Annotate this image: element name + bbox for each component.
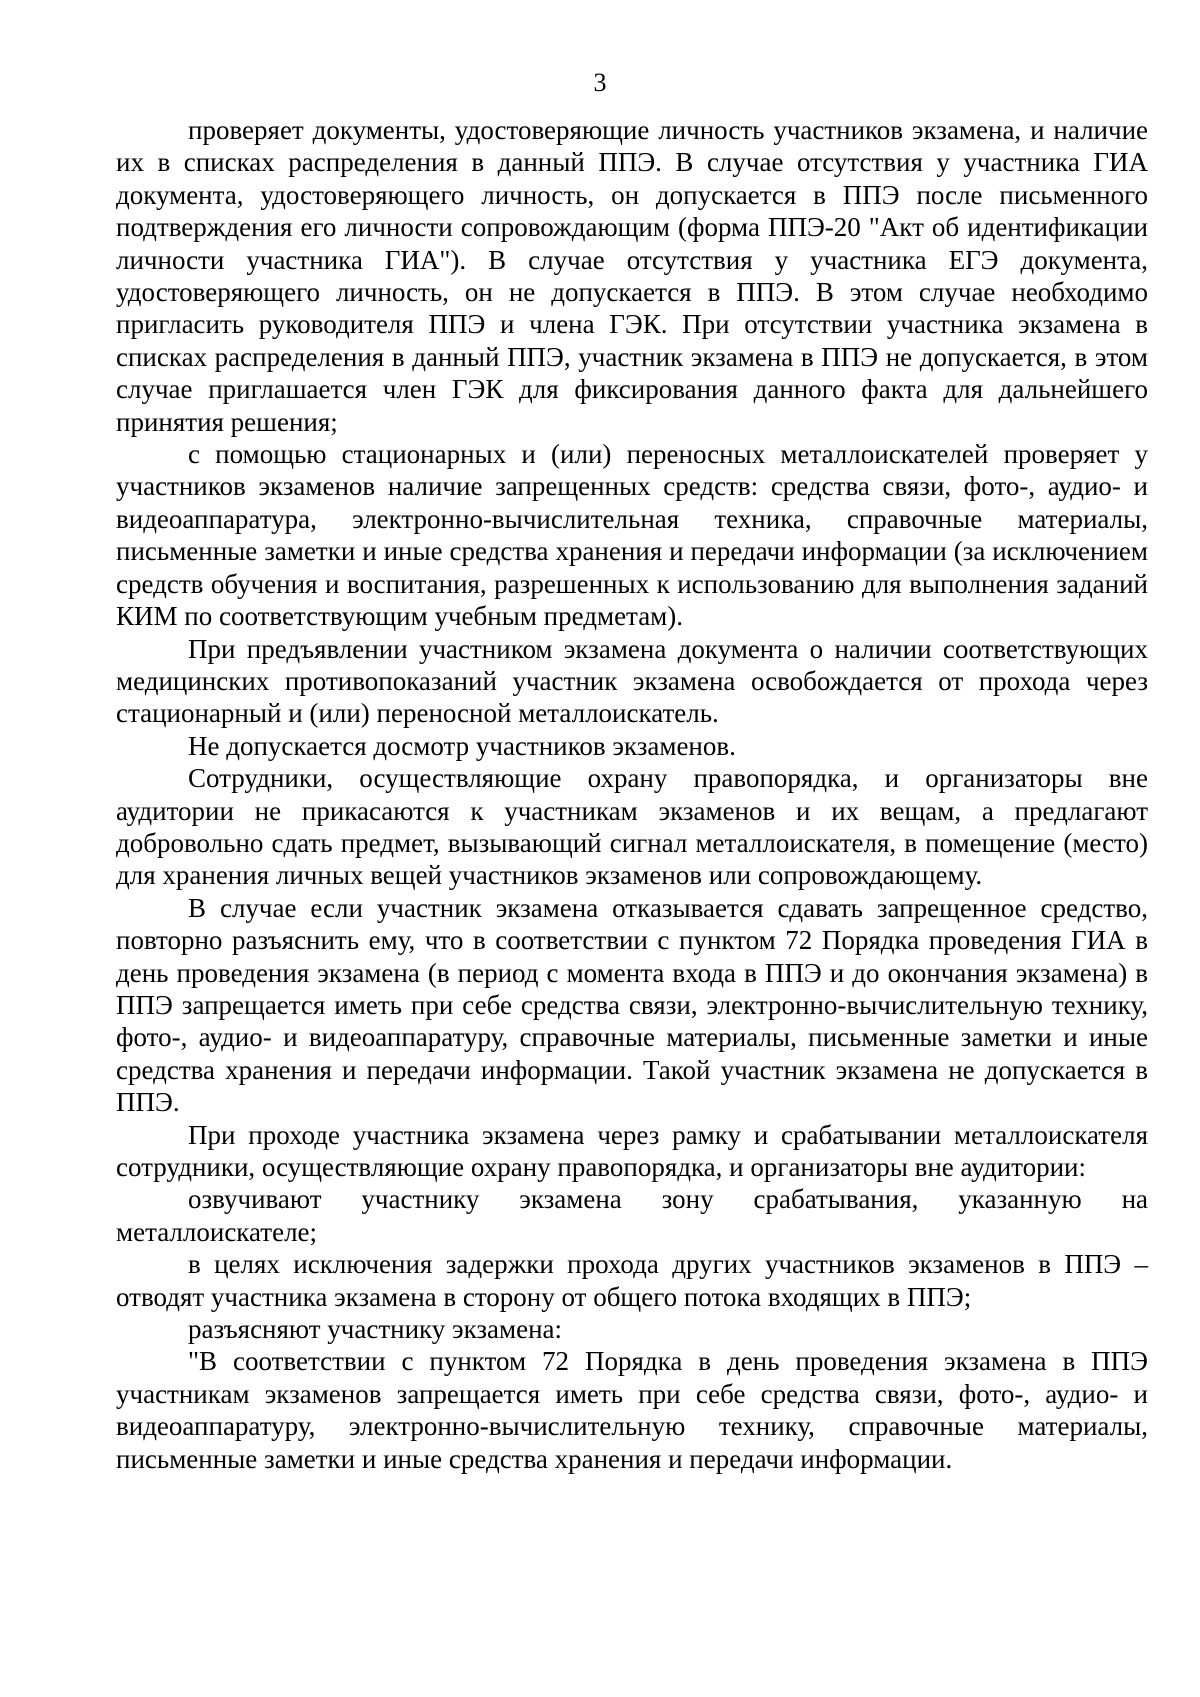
document-body <box>116 114 1148 1475</box>
paragraph-refusal: В случае если участник экзамена отказывается сдавать запрещенное средство, повторно разъяснить ему, что в соответствии с пунктом 72 Порядка проведения ГИА в день проведения экзамена (в период с момента входа в ППЭ и до окончания экзамена) в ППЭ запрещается иметь при себе средства связи, электронно-вычислительную технику, фото-, аудио- и видеоаппаратуру, справочные материалы, письменные заметки и иные средства хранения и передачи информации. Такой участник экзамена не допускается в ППЭ. <box>116 892 1148 1118</box>
paragraph-no-touch: Сотрудники, осуществляющие охрану правопорядка, и организаторы вне аудитории не прикасаются к участникам экзаменов и их вещам, а предлагают добровольно сдать предмет, вызывающий сигнал металлоискателя, в помещение (место) для хранения личных вещей участников экзаменов или сопровождающему. <box>116 763 1148 891</box>
paragraph-quote: "В соответствии с пунктом 72 Порядка в день проведения экзамена в ППЭ участникам экзаменов запрещается иметь при себе средства связи, фото-, аудио- и видеоаппаратуру, электронно-вычислительную технику, справочные материалы, письменные заметки и иные средства хранения и передачи информации. <box>116 1346 1148 1474</box>
paragraph-detector-triggered: При проходе участника экзамена через рамку и срабатывании металлоискателя сотрудники, осуществляющие охрану правопорядка, и организаторы вне аудитории: <box>116 1119 1148 1182</box>
paragraph-document-check: проверяет документы, удостоверяющие личность участников экзамена, и наличие их в списках распределения в данный ППЭ. В случае отсутствия у участника ГИА документа, удостоверяющего личность, он допускается в ППЭ после письменного подтверждения его личности сопровождающим (форма ППЭ-20 "Акт об идентификации личности участника ГИА"). В случае отсутствия у участника ЕГЭ документа, удостоверяющего личность, он не допускается в ППЭ. В этом случае необходимо пригласить руководителя ППЭ и члена ГЭК. При отсутствии участника экзамена в списках распределения в данный ППЭ, участник экзамена в ППЭ не допускается, в этом случае приглашается член ГЭК для фиксирования данного факта для дальнейшего принятия решения; <box>116 115 1148 437</box>
paragraph-announce-zone: озвучивают участнику экзамена зону срабатывания, указанную на металлоискателе; <box>116 1184 1148 1247</box>
page-number: 3 <box>593 68 607 97</box>
paragraph-lead-aside: в целях исключения задержки прохода других участников экзаменов в ППЭ – отводят участника экзамена в сторону от общего потока входящих в ППЭ; <box>116 1249 1148 1312</box>
paragraph-explain: разъясняют участнику экзамена: <box>188 1314 563 1345</box>
paragraph-no-search: Не допускается досмотр участников экзаменов. <box>188 730 736 761</box>
paragraph-metal-detector-check: с помощью стационарных и (или) переносных металлоискателей проверяет у участников экзаменов наличие запрещенных средств: средства связи, фото-, аудио- и видеоаппаратура, электронно-вычислительная техника, справочные материалы, письменные заметки и иные средства хранения и передачи информации (за исключением средств обучения и воспитания, разрешенных к использованию для выполнения заданий КИМ по соответствующим учебным предметам). <box>116 439 1148 632</box>
paragraph-medical-exemption: При предъявлении участником экзамена документа о наличии соответствующих медицинских противопоказаний участник экзамена освобождается от прохода через стационарный и (или) переносной металлоискатель. <box>116 633 1148 729</box>
